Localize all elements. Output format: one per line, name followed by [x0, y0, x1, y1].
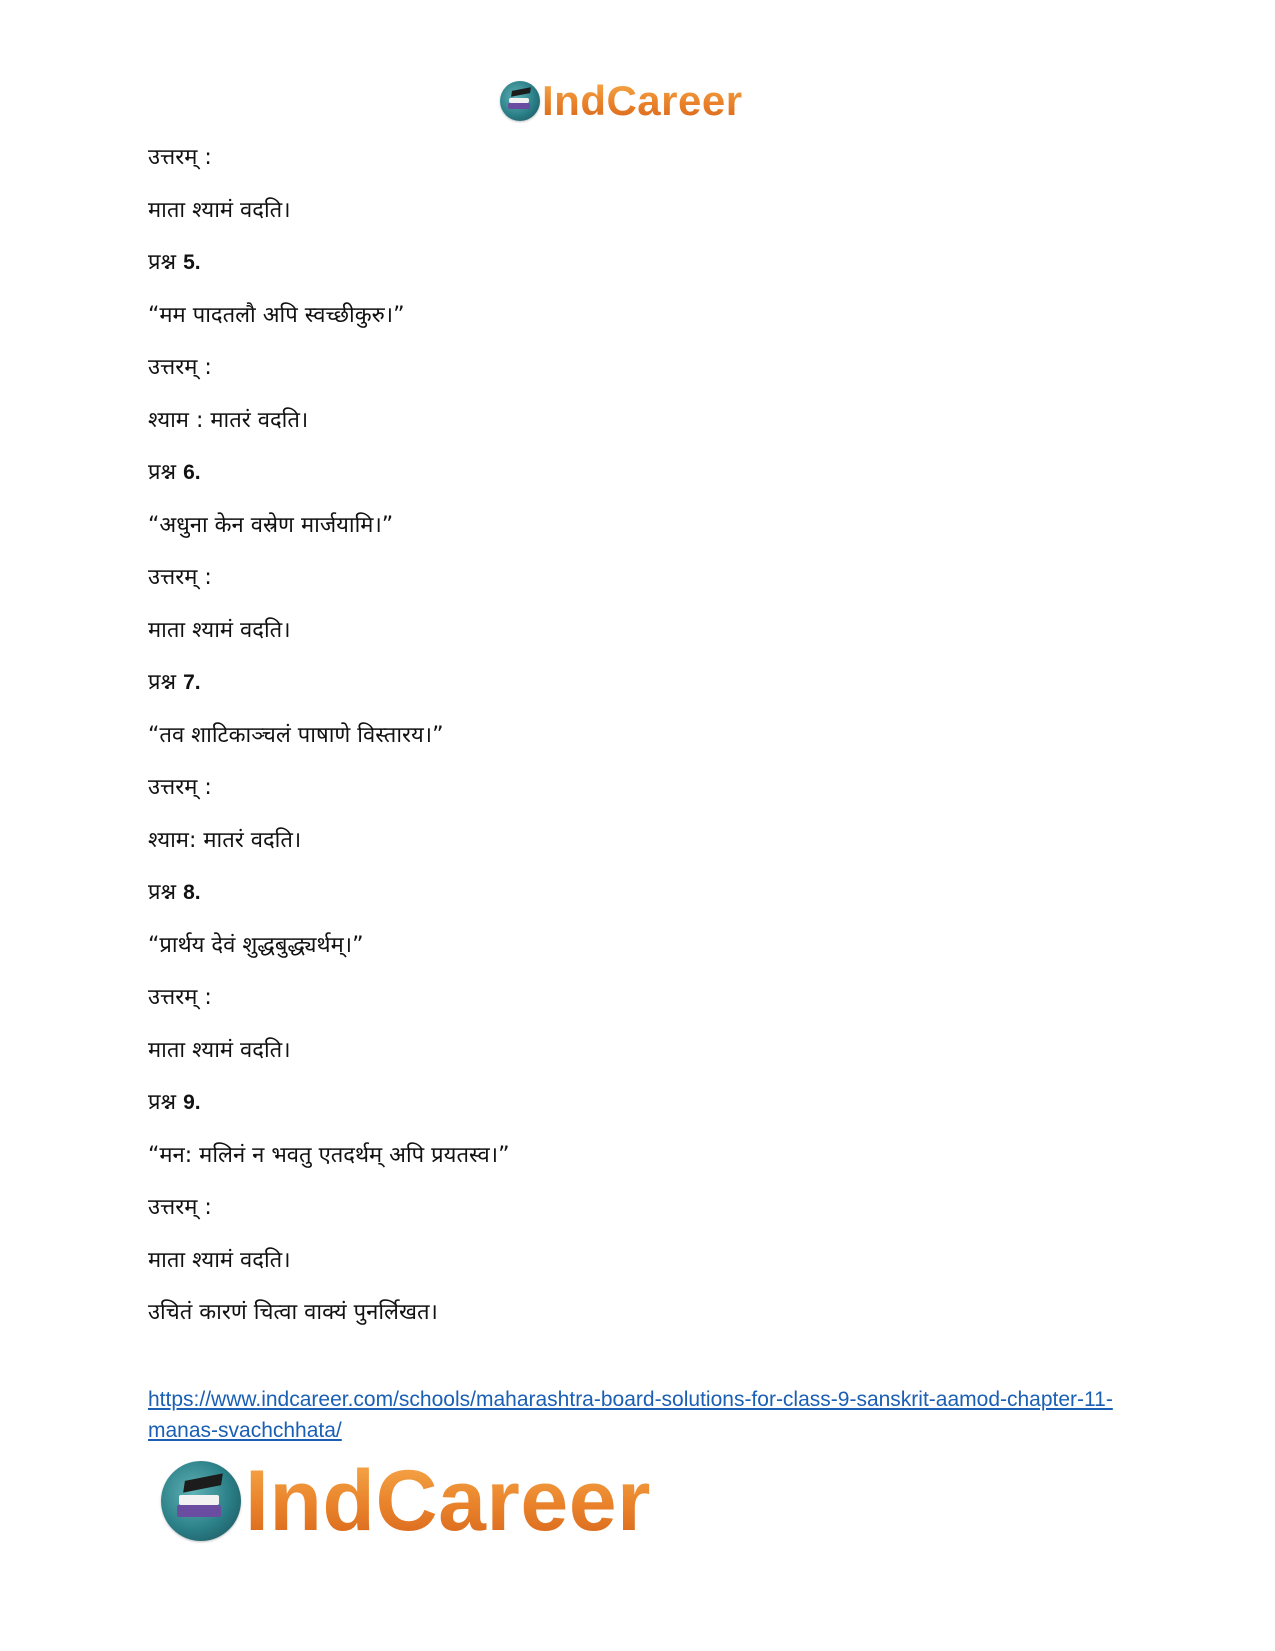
- text-line: “अधुना केन वस्रेण मार्जयामि।”: [148, 513, 394, 538]
- question-heading: [148, 1088, 201, 1118]
- answer-label: उत्तरम् :: [148, 985, 212, 1010]
- source-url-link[interactable]: https://www.indcareer.com/schools/maharashtra-board-solutions-for-class-9-sanskrit-aamod-chapter-11-manas-svachchhata/: [148, 1388, 1113, 1442]
- question-heading: [148, 878, 201, 908]
- question-prefix: प्रश्न: [148, 670, 184, 695]
- text-line: “प्रार्थय देवं शुद्धबुद्ध्यर्थम्।”: [148, 933, 364, 958]
- question-number: 9.: [183, 1091, 201, 1114]
- question-heading: [148, 668, 201, 698]
- logo-wordmark: IndCareer: [542, 77, 743, 124]
- text-line: माता श्यामं वदति।: [148, 1038, 291, 1063]
- question-prefix: प्रश्न: [148, 250, 184, 275]
- question-number: 8.: [183, 881, 201, 904]
- graduation-cap-book-icon: [161, 1461, 241, 1541]
- question-heading: [148, 248, 201, 278]
- answer-label: उत्तरम् :: [148, 775, 212, 800]
- text-line: श्याम : मातरं वदति।: [148, 408, 309, 433]
- graduation-cap-book-icon: [500, 81, 540, 121]
- question-number: 6.: [183, 461, 201, 484]
- answer-label: उत्तरम् :: [148, 565, 212, 590]
- question-prefix: प्रश्न: [148, 880, 184, 905]
- text-line: श्याम: मातरं वदति।: [148, 828, 302, 853]
- text-line: माता श्यामं वदति।: [148, 198, 291, 223]
- text-line: माता श्यामं वदति।: [148, 618, 291, 643]
- text-line: उचितं कारणं चित्वा वाक्यं पुनर्लिखत।: [148, 1300, 438, 1325]
- question-number: 7.: [183, 671, 201, 694]
- answer-label: उत्तरम् :: [148, 145, 212, 170]
- logo-wordmark: IndCareer: [245, 1453, 651, 1549]
- indcareer-logo-footer: [161, 1453, 651, 1549]
- text-line: “तव शाटिकाञ्चलं पाषाणे विस्तारय।”: [148, 723, 444, 748]
- question-heading: [148, 458, 201, 488]
- text-line: “मम पादतलौ अपि स्वच्छीकुरु।”: [148, 303, 405, 328]
- question-prefix: प्रश्न: [148, 460, 184, 485]
- answer-label: उत्तरम् :: [148, 1195, 212, 1220]
- indcareer-logo-header: [500, 77, 743, 124]
- question-prefix: प्रश्न: [148, 1090, 184, 1115]
- text-line: माता श्यामं वदति।: [148, 1248, 291, 1273]
- question-number: 5.: [183, 251, 201, 274]
- text-line: “मन: मलिनं न भवतु एतदर्थम् अपि प्रयतस्व।”: [148, 1143, 510, 1168]
- answer-label: उत्तरम् :: [148, 355, 212, 380]
